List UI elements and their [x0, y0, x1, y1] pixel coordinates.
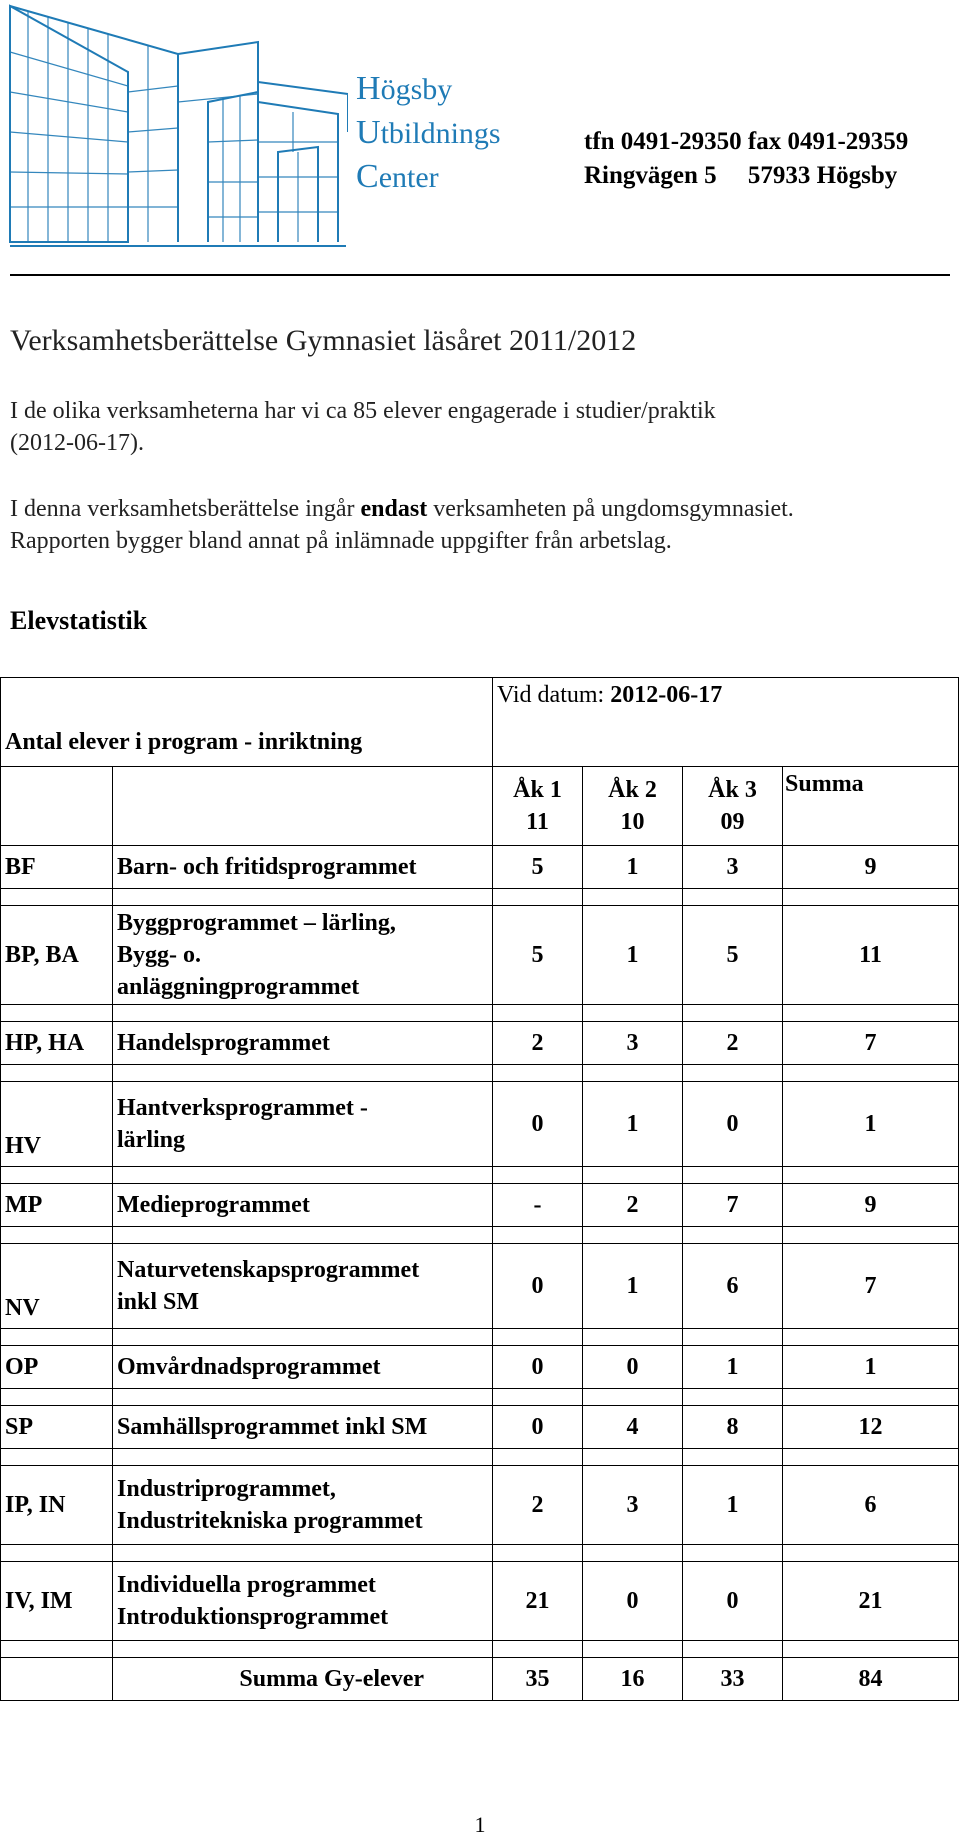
value-ak1: 0 [493, 1244, 583, 1329]
value-ak1: 2 [493, 1022, 583, 1065]
program-name-line: lärling [117, 1127, 186, 1153]
table-title-row [1, 678, 959, 767]
spacer-row [1, 1227, 959, 1244]
value-ak2: 3 [583, 1466, 683, 1545]
table-row [1, 1022, 959, 1065]
logo-text-line-3 [356, 160, 439, 194]
program-code: HP, HA [1, 1022, 113, 1065]
table-row [1, 1406, 959, 1449]
value-ak3: 3 [683, 846, 783, 889]
source-paragraph: Rapporten bygger bland annat på inlämnade uppgifter från arbetslag. [10, 528, 672, 554]
program-name-line: Industriprogrammet, [117, 1476, 336, 1502]
page-number: 1 [474, 1812, 486, 1837]
value-ak3: 6 [683, 1244, 783, 1329]
header-blank [113, 767, 493, 846]
program-name: Barn- och fritidsprogrammet [113, 846, 493, 889]
value-ak2: 1 [583, 1244, 683, 1329]
program-name-line: inkl SM [117, 1289, 200, 1315]
header-blank [1, 767, 113, 846]
building-logo-icon [8, 2, 348, 250]
table-date-cell [493, 678, 959, 767]
table-title: Antal elever i program - inriktning [1, 678, 493, 767]
program-name: Handelsprogrammet [113, 1022, 493, 1065]
value-sum: 7 [783, 1244, 959, 1329]
program-name-line: Naturvetenskapsprogrammet [117, 1257, 420, 1283]
program-name: Samhällsprogrammet inkl SM [113, 1406, 493, 1449]
total-blank [1, 1658, 113, 1701]
program-code: IV, IM [1, 1562, 113, 1641]
value-ak3: 7 [683, 1184, 783, 1227]
value-ak2: 0 [583, 1346, 683, 1389]
total-ak1: 35 [493, 1658, 583, 1701]
spacer-row [1, 1005, 959, 1022]
value-ak3: 0 [683, 1082, 783, 1167]
value-ak2: 2 [583, 1184, 683, 1227]
value-sum: 11 [783, 906, 959, 1005]
program-name-line: anläggningprogrammet [117, 974, 360, 1000]
contact-address: Ringvägen 5 57933 Högsby [584, 162, 898, 189]
header-year-3 [683, 767, 783, 846]
program-name-line: Industritekniska programmet [117, 1508, 423, 1534]
year-number: 10 [620, 809, 645, 835]
program-code: SP [1, 1406, 113, 1449]
value-ak3: 1 [683, 1466, 783, 1545]
program-name-line: Bygg- o. [117, 942, 201, 968]
value-ak2: 1 [583, 846, 683, 889]
value-sum: 9 [783, 846, 959, 889]
section-heading: Elevstatistik [10, 606, 148, 635]
value-ak2: 1 [583, 906, 683, 1005]
total-ak3: 33 [683, 1658, 783, 1701]
program-code: OP [1, 1346, 113, 1389]
logo-text-line-1 [356, 72, 452, 106]
spacer-row [1, 1641, 959, 1658]
program-name: Medieprogrammet [113, 1184, 493, 1227]
total-row [1, 1658, 959, 1701]
year-number: 09 [720, 809, 745, 835]
scope-text: I denna verksamhetsberättelse ingår [10, 496, 361, 522]
spacer-row [1, 1545, 959, 1562]
header-sum: Summa [783, 767, 959, 846]
student-statistics-table [0, 677, 959, 1701]
value-ak1: - [493, 1184, 583, 1227]
table-row [1, 1244, 959, 1329]
program-code: IP, IN [1, 1466, 113, 1545]
logo-initial: C [356, 158, 379, 195]
value-ak1: 21 [493, 1562, 583, 1641]
year-label: Åk 3 [708, 777, 757, 803]
logo-initial: U [356, 114, 381, 151]
logo-word: ögsby [380, 73, 453, 106]
logo-word: enter [378, 161, 439, 194]
value-ak3: 8 [683, 1406, 783, 1449]
value-sum: 1 [783, 1082, 959, 1167]
value-ak2: 4 [583, 1406, 683, 1449]
header-divider [10, 274, 950, 276]
program-name [113, 1244, 493, 1329]
program-name-line: Hantverksprogrammet - [117, 1095, 368, 1121]
program-code: MP [1, 1184, 113, 1227]
value-sum: 21 [783, 1562, 959, 1641]
program-code: BP, BA [1, 906, 113, 1005]
header-year-1 [493, 767, 583, 846]
spacer-row [1, 1449, 959, 1466]
table-row [1, 1346, 959, 1389]
program-name [113, 1466, 493, 1545]
program-name [113, 1562, 493, 1641]
intro-paragraph-line-2: (2012-06-17). [10, 430, 144, 456]
value-ak1: 0 [493, 1082, 583, 1167]
table-row [1, 1466, 959, 1545]
logo-word: tbildnings [380, 117, 501, 150]
spacer-row [1, 1329, 959, 1346]
scope-emphasis: endast [360, 496, 428, 522]
value-sum: 1 [783, 1346, 959, 1389]
header-year-2 [583, 767, 683, 846]
program-name [113, 1082, 493, 1167]
value-ak2: 0 [583, 1562, 683, 1641]
intro-paragraph-line-1: I de olika verksamheterna har vi ca 85 elever engagerade i studier/praktik [10, 398, 716, 424]
year-label: Åk 2 [608, 777, 657, 803]
value-sum: 6 [783, 1466, 959, 1545]
value-ak3: 5 [683, 906, 783, 1005]
program-code: HV [1, 1082, 113, 1167]
value-ak1: 0 [493, 1346, 583, 1389]
table-row [1, 1082, 959, 1167]
value-ak1: 5 [493, 906, 583, 1005]
program-name [113, 906, 493, 1005]
program-name-line: Introduktionsprogrammet [117, 1604, 389, 1630]
total-label: Summa Gy-elever [113, 1658, 493, 1701]
year-header-row [1, 767, 959, 846]
value-ak1: 0 [493, 1406, 583, 1449]
logo-text-line-2 [356, 116, 501, 150]
value-sum: 9 [783, 1184, 959, 1227]
scope-text-end: verksamheten på ungdomsgymnasiet. [427, 496, 794, 522]
logo-initial: H [356, 70, 381, 107]
program-code: NV [1, 1244, 113, 1329]
value-ak3: 2 [683, 1022, 783, 1065]
value-ak3: 1 [683, 1346, 783, 1389]
table-row [1, 1562, 959, 1641]
value-ak3: 0 [683, 1562, 783, 1641]
spacer-row [1, 1065, 959, 1082]
program-name-line: Individuella programmet [117, 1572, 376, 1598]
date-prefix: Vid datum: [497, 682, 611, 708]
program-name: Omvårdnadsprogrammet [113, 1346, 493, 1389]
document-title: Verksamhetsberättelse Gymnasiet läsåret 2011/2012 [10, 324, 637, 357]
value-ak1: 2 [493, 1466, 583, 1545]
value-ak2: 1 [583, 1082, 683, 1167]
value-sum: 12 [783, 1406, 959, 1449]
spacer-row [1, 889, 959, 906]
table-row [1, 1184, 959, 1227]
table-row [1, 906, 959, 1005]
program-name-line: Byggprogrammet – lärling, [117, 910, 396, 936]
program-code: BF [1, 846, 113, 889]
year-number: 11 [526, 809, 549, 835]
value-ak2: 3 [583, 1022, 683, 1065]
date-value: 2012-06-17 [610, 682, 723, 708]
table-row [1, 846, 959, 889]
contact-phone-fax: tfn 0491-29350 fax 0491-29359 [584, 128, 909, 155]
value-ak1: 5 [493, 846, 583, 889]
value-sum: 7 [783, 1022, 959, 1065]
total-ak2: 16 [583, 1658, 683, 1701]
total-sum: 84 [783, 1658, 959, 1701]
year-label: Åk 1 [513, 777, 562, 803]
spacer-row [1, 1167, 959, 1184]
spacer-row [1, 1389, 959, 1406]
scope-paragraph [10, 496, 794, 523]
